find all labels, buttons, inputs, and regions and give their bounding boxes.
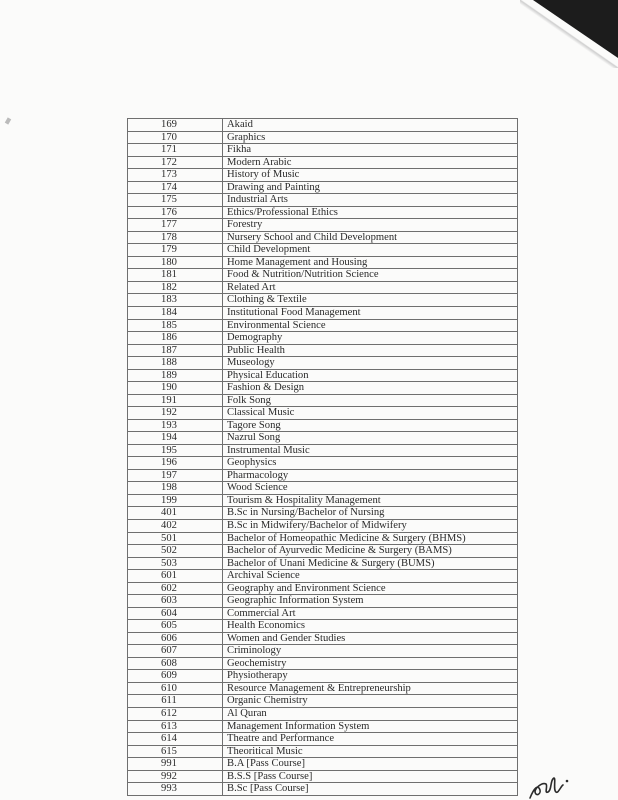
- subject-code: 170: [128, 131, 223, 144]
- subject-code: 176: [128, 206, 223, 219]
- subject-name: Tourism & Hospitality Management: [223, 494, 518, 507]
- subject-code-table: [127, 118, 518, 796]
- table-row: [128, 733, 518, 746]
- subject-code: 401: [128, 507, 223, 520]
- subject-name: B.Sc in Nursing/Bachelor of Nursing: [223, 507, 518, 520]
- subject-code: 993: [128, 783, 223, 796]
- table-row: [128, 758, 518, 771]
- table-row: [128, 144, 518, 157]
- table-row: [128, 344, 518, 357]
- subject-name: Geochemistry: [223, 657, 518, 670]
- table-row: [128, 745, 518, 758]
- table-row: [128, 645, 518, 658]
- subject-code: 178: [128, 231, 223, 244]
- subject-name: Food & Nutrition/Nutrition Science: [223, 269, 518, 282]
- table-row: [128, 181, 518, 194]
- table-row: [128, 444, 518, 457]
- subject-code: 187: [128, 344, 223, 357]
- table-row: [128, 256, 518, 269]
- table-row: [128, 419, 518, 432]
- subject-name: Demography: [223, 332, 518, 345]
- subject-code: 604: [128, 607, 223, 620]
- subject-name: Bachelor of Homeopathic Medicine & Surgery (BHMS): [223, 532, 518, 545]
- subject-code: 606: [128, 632, 223, 645]
- table-row: [128, 332, 518, 345]
- table-row: [128, 432, 518, 445]
- subject-name: B.Sc in Midwifery/Bachelor of Midwifery: [223, 520, 518, 533]
- subject-code: 602: [128, 582, 223, 595]
- subject-code: 184: [128, 306, 223, 319]
- subject-code: 177: [128, 219, 223, 232]
- subject-code: 196: [128, 457, 223, 470]
- subject-name: Modern Arabic: [223, 156, 518, 169]
- subject-code: 183: [128, 294, 223, 307]
- subject-code: 172: [128, 156, 223, 169]
- table-row: [128, 231, 518, 244]
- table-row: [128, 369, 518, 382]
- subject-name: Folk Song: [223, 394, 518, 407]
- table-row: [128, 494, 518, 507]
- subject-code: 190: [128, 382, 223, 395]
- subject-name: Child Development: [223, 244, 518, 257]
- subject-name: Environmental Science: [223, 319, 518, 332]
- table-row: [128, 206, 518, 219]
- table-row: [128, 306, 518, 319]
- subject-rows: [128, 119, 518, 796]
- subject-code: 601: [128, 570, 223, 583]
- subject-name: Forestry: [223, 219, 518, 232]
- subject-code: 193: [128, 419, 223, 432]
- subject-code: 603: [128, 595, 223, 608]
- table-row: [128, 169, 518, 182]
- subject-name: Commercial Art: [223, 607, 518, 620]
- table-row: [128, 682, 518, 695]
- subject-code: 502: [128, 545, 223, 558]
- subject-code: 174: [128, 181, 223, 194]
- table-row: [128, 557, 518, 570]
- table-row: [128, 482, 518, 495]
- subject-name: Theoritical Music: [223, 745, 518, 758]
- table-row: [128, 507, 518, 520]
- table-row: [128, 657, 518, 670]
- table-row: [128, 607, 518, 620]
- subject-name: History of Music: [223, 169, 518, 182]
- subject-name: Ethics/Professional Ethics: [223, 206, 518, 219]
- table-row: [128, 294, 518, 307]
- table-row: [128, 707, 518, 720]
- table-row: [128, 695, 518, 708]
- table-row: [128, 770, 518, 783]
- subject-name: B.A [Pass Course]: [223, 758, 518, 771]
- table-row: [128, 194, 518, 207]
- subject-code: 189: [128, 369, 223, 382]
- subject-name: Museology: [223, 357, 518, 370]
- subject-name: Nazrul Song: [223, 432, 518, 445]
- subject-code: 188: [128, 357, 223, 370]
- table-row: [128, 457, 518, 470]
- handwritten-signature: [526, 770, 586, 800]
- table-row: [128, 720, 518, 733]
- subject-name: Nursery School and Child Development: [223, 231, 518, 244]
- subject-name: Resource Management & Entrepreneurship: [223, 682, 518, 695]
- subject-name: Related Art: [223, 281, 518, 294]
- subject-code: 197: [128, 469, 223, 482]
- subject-name: Clothing & Textile: [223, 294, 518, 307]
- subject-code: 191: [128, 394, 223, 407]
- subject-code: 179: [128, 244, 223, 257]
- subject-name: Geophysics: [223, 457, 518, 470]
- subject-code: 613: [128, 720, 223, 733]
- subject-code: 608: [128, 657, 223, 670]
- table-row: [128, 595, 518, 608]
- subject-name: Wood Science: [223, 482, 518, 495]
- subject-code: 503: [128, 557, 223, 570]
- table-row: [128, 269, 518, 282]
- subject-code: 198: [128, 482, 223, 495]
- subject-name: Health Economics: [223, 620, 518, 633]
- subject-name: B.Sc [Pass Course]: [223, 783, 518, 796]
- subject-name: Al Quran: [223, 707, 518, 720]
- subject-code: 185: [128, 319, 223, 332]
- subject-name: Pharmacology: [223, 469, 518, 482]
- subject-code: 186: [128, 332, 223, 345]
- subject-name: Fikha: [223, 144, 518, 157]
- subject-code: 612: [128, 707, 223, 720]
- subject-code: 194: [128, 432, 223, 445]
- subject-name: Bachelor of Ayurvedic Medicine & Surgery (BAMS): [223, 545, 518, 558]
- table-row: [128, 281, 518, 294]
- subject-name: Industrial Arts: [223, 194, 518, 207]
- subject-name: Criminology: [223, 645, 518, 658]
- subject-code: 614: [128, 733, 223, 746]
- table-row: [128, 545, 518, 558]
- table-row: [128, 632, 518, 645]
- table-row: [128, 532, 518, 545]
- subject-code: 195: [128, 444, 223, 457]
- subject-code: 182: [128, 281, 223, 294]
- table-row: [128, 394, 518, 407]
- subject-code: 199: [128, 494, 223, 507]
- subject-name: Drawing and Painting: [223, 181, 518, 194]
- table-row: [128, 131, 518, 144]
- subject-name: Geographic Information System: [223, 595, 518, 608]
- subject-code: 169: [128, 119, 223, 132]
- subject-name: Fashion & Design: [223, 382, 518, 395]
- subject-name: Physiotherapy: [223, 670, 518, 683]
- subject-code: 175: [128, 194, 223, 207]
- subject-name: Graphics: [223, 131, 518, 144]
- subject-code: 171: [128, 144, 223, 157]
- subject-name: Classical Music: [223, 407, 518, 420]
- table-row: [128, 469, 518, 482]
- subject-name: Theatre and Performance: [223, 733, 518, 746]
- subject-name: Organic Chemistry: [223, 695, 518, 708]
- subject-name: B.S.S [Pass Course]: [223, 770, 518, 783]
- subject-name: Physical Education: [223, 369, 518, 382]
- subject-code: 402: [128, 520, 223, 533]
- subject-name: Management Information System: [223, 720, 518, 733]
- subject-code: 610: [128, 682, 223, 695]
- subject-name: Instrumental Music: [223, 444, 518, 457]
- subject-name: Geography and Environment Science: [223, 582, 518, 595]
- table-row: [128, 119, 518, 132]
- table-row: [128, 582, 518, 595]
- table-row: [128, 156, 518, 169]
- subject-code: 615: [128, 745, 223, 758]
- page-corner-edge: [520, 0, 618, 68]
- table-row: [128, 783, 518, 796]
- table-row: [128, 244, 518, 257]
- table-row: [128, 520, 518, 533]
- table-row: [128, 620, 518, 633]
- subject-code: 501: [128, 532, 223, 545]
- subject-name: Institutional Food Management: [223, 306, 518, 319]
- subject-name: Women and Gender Studies: [223, 632, 518, 645]
- table-row: [128, 357, 518, 370]
- subject-code: 181: [128, 269, 223, 282]
- subject-name: Tagore Song: [223, 419, 518, 432]
- subject-code: 605: [128, 620, 223, 633]
- subject-name: Archival Science: [223, 570, 518, 583]
- margin-mark: [5, 117, 11, 124]
- subject-code: 611: [128, 695, 223, 708]
- subject-name: Bachelor of Unani Medicine & Surgery (BUMS): [223, 557, 518, 570]
- subject-code: 173: [128, 169, 223, 182]
- table-row: [128, 670, 518, 683]
- table-row: [128, 570, 518, 583]
- table-row: [128, 407, 518, 420]
- subject-name: Public Health: [223, 344, 518, 357]
- subject-code: 991: [128, 758, 223, 771]
- subject-name: Home Management and Housing: [223, 256, 518, 269]
- subject-code: 180: [128, 256, 223, 269]
- subject-code: 607: [128, 645, 223, 658]
- subject-code: 192: [128, 407, 223, 420]
- table-row: [128, 219, 518, 232]
- table-row: [128, 319, 518, 332]
- subject-code: 609: [128, 670, 223, 683]
- subject-name: Akaid: [223, 119, 518, 132]
- subject-code: 992: [128, 770, 223, 783]
- table-row: [128, 382, 518, 395]
